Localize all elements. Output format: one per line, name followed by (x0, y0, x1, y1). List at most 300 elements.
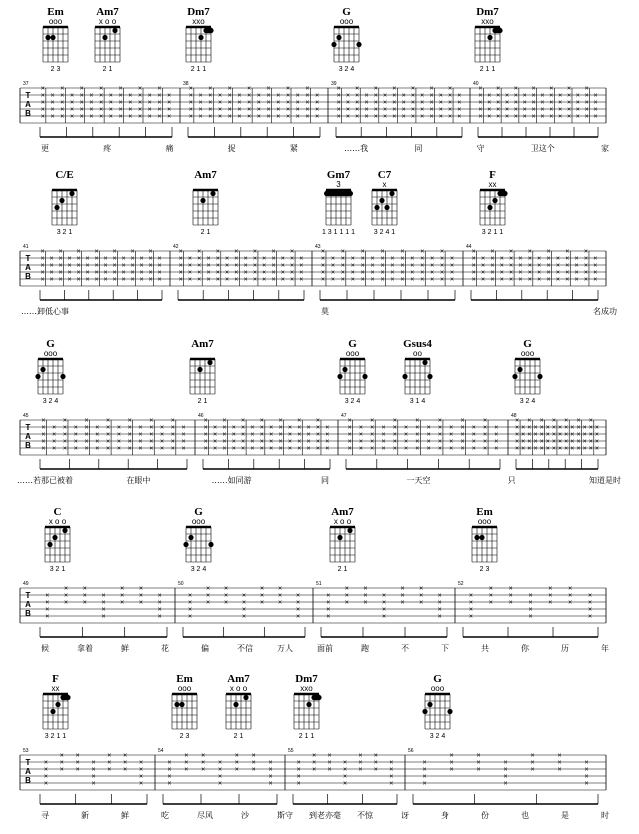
beat-column (269, 425, 273, 453)
note-mute-x: × (533, 431, 538, 439)
note-mute-x: × (358, 445, 363, 453)
fingering-numbers: 2 1 1 (298, 733, 315, 740)
note-mute-x: × (420, 248, 425, 256)
note-mute-x: × (41, 445, 46, 453)
note-mute-x: × (178, 248, 183, 256)
note-mute-x: × (89, 106, 94, 114)
note-mute-x: × (285, 92, 291, 100)
note-mute-x: × (471, 424, 476, 432)
chord-diagram-g (183, 506, 213, 573)
note-mute-x: × (584, 99, 589, 107)
beat-column (101, 593, 105, 621)
note-mute-x: × (448, 99, 453, 107)
note-mute-x: × (212, 445, 218, 453)
note-mute-x: × (49, 255, 54, 263)
note-mute-x: × (217, 766, 223, 774)
note-mute-x: × (480, 255, 486, 263)
chord-name: Am7 (227, 673, 250, 685)
note-mute-x: × (471, 445, 476, 453)
note-mute-x: × (112, 262, 117, 270)
note-mute-x: × (139, 255, 144, 263)
note-mute-x: × (320, 248, 326, 256)
beat-column (427, 425, 431, 453)
beat-column (540, 418, 545, 456)
note-mute-x: × (149, 424, 154, 432)
note-mute-x: × (358, 752, 363, 760)
beat-column (218, 760, 222, 788)
measure-number: 53 (23, 748, 29, 754)
note-mute-x: × (568, 592, 573, 600)
beat-column (568, 586, 572, 607)
note-mute-x: × (123, 766, 128, 774)
beat-column (267, 86, 272, 124)
note-mute-x: × (347, 438, 352, 446)
lyric-word: 名成功 (593, 307, 617, 316)
note-mute-x: × (566, 99, 572, 107)
note-mute-x: × (487, 106, 492, 114)
note-mute-x: × (390, 262, 395, 270)
note-mute-x: × (299, 255, 304, 263)
note-mute-x: × (108, 113, 113, 121)
beat-column (225, 256, 229, 284)
beat-column (518, 256, 522, 284)
note-mute-x: × (295, 599, 301, 607)
beat-column (128, 418, 133, 456)
note-mute-x: × (430, 276, 435, 284)
note-mute-x: × (297, 445, 302, 453)
note-mute-x: × (271, 269, 276, 277)
note-mute-x: × (558, 92, 563, 100)
note-mute-x: × (59, 759, 64, 767)
note-mute-x: × (95, 438, 100, 446)
note-mute-x: × (89, 92, 94, 100)
finger-dot (207, 360, 212, 365)
note-mute-x: × (504, 106, 510, 114)
note-mute-x: × (370, 445, 375, 453)
note-mute-x: × (420, 276, 425, 284)
note-mute-x: × (350, 269, 355, 277)
finger-dot (69, 191, 74, 196)
beat-column (521, 425, 525, 453)
lyric-word: 万人 (277, 644, 293, 653)
note-mute-x: × (225, 262, 230, 270)
open-mute-markers: ooo (43, 349, 58, 358)
note-mute-x: × (79, 92, 84, 100)
note-mute-x: × (157, 106, 162, 114)
note-mute-x: × (59, 766, 64, 774)
note-mute-x: × (522, 106, 527, 114)
beat-column (558, 93, 562, 121)
note-mute-x: × (206, 262, 211, 270)
note-mute-x: × (223, 592, 229, 600)
lyric-word: ……如同游 (211, 476, 252, 485)
note-mute-x: × (137, 92, 143, 100)
note-mute-x: × (551, 438, 556, 446)
note-mute-x: × (422, 766, 427, 774)
note-mute-x: × (157, 92, 162, 100)
note-mute-x: × (521, 431, 526, 439)
note-mute-x: × (241, 599, 247, 607)
note-mute-x: × (121, 269, 126, 277)
note-mute-x: × (121, 255, 126, 263)
note-mute-x: × (116, 431, 121, 439)
note-mute-x: × (468, 606, 473, 614)
note-mute-x: × (167, 106, 172, 114)
beat-column (182, 425, 186, 453)
beat-column (576, 93, 580, 121)
note-mute-x: × (508, 585, 513, 593)
note-mute-x: × (530, 766, 535, 774)
note-mute-x: × (170, 424, 175, 432)
note-mute-x: × (496, 85, 501, 93)
note-mute-x: × (504, 113, 510, 121)
note-mute-x: × (137, 85, 143, 93)
beat-column (472, 425, 476, 453)
note-mute-x: × (509, 255, 514, 263)
beat-column (171, 418, 176, 456)
note-mute-x: × (531, 106, 536, 114)
chord-name: Em (176, 673, 193, 685)
open-mute-markers: ooo (430, 684, 445, 693)
note-mute-x: × (410, 269, 415, 277)
fingering-numbers: 3 2 1 (56, 229, 73, 236)
note-mute-x: × (515, 424, 520, 432)
note-mute-x: × (159, 431, 165, 439)
fingering-numbers: 3 2 1 1 (44, 733, 67, 740)
note-mute-x: × (364, 92, 369, 100)
note-mute-x: × (137, 106, 143, 114)
finger-dot (62, 528, 67, 533)
note-mute-x: × (297, 438, 302, 446)
note-mute-x: × (539, 445, 544, 453)
note-mute-x: × (358, 431, 363, 439)
finger-dot (112, 28, 117, 33)
note-mute-x: × (123, 759, 128, 767)
note-mute-x: × (306, 424, 311, 432)
note-mute-x: × (476, 759, 481, 767)
note-mute-x: × (181, 438, 186, 446)
note-mute-x: × (215, 276, 220, 284)
note-mute-x: × (565, 269, 570, 277)
note-mute-x: × (460, 431, 465, 439)
note-mute-x: × (138, 431, 143, 439)
note-mute-x: × (76, 276, 81, 284)
note-mute-x: × (380, 276, 385, 284)
note-mute-x: × (290, 262, 295, 270)
note-mute-x: × (139, 780, 144, 788)
note-mute-x: × (157, 99, 162, 107)
note-mute-x: × (420, 92, 425, 100)
note-mute-x: × (503, 773, 508, 781)
beat-column (374, 86, 379, 124)
note-mute-x: × (336, 92, 341, 100)
note-mute-x: × (41, 417, 46, 425)
note-mute-x: × (157, 613, 162, 621)
open-mute-markers: ooo (191, 517, 206, 526)
note-mute-x: × (187, 592, 193, 600)
note-mute-x: × (540, 92, 545, 100)
beat-column (80, 86, 85, 124)
open-mute-markers: ooo (520, 349, 535, 358)
note-mute-x: × (401, 92, 406, 100)
beat-column (297, 760, 301, 788)
note-mute-x: × (347, 431, 352, 439)
note-mute-x: × (499, 276, 504, 284)
note-mute-x: × (148, 248, 153, 256)
note-mute-x: × (159, 438, 165, 446)
note-mute-x: × (575, 106, 580, 114)
note-mute-x: × (45, 606, 50, 614)
note-mute-x: × (67, 262, 72, 270)
chord-diagram-f (480, 169, 508, 236)
beat-column (281, 256, 285, 284)
note-mute-x: × (290, 248, 295, 256)
note-mute-x: × (67, 269, 72, 277)
beat-column (527, 418, 532, 456)
note-mute-x: × (234, 248, 239, 256)
note-mute-x: × (157, 113, 162, 121)
note-mute-x: × (106, 417, 111, 425)
note-mute-x: × (167, 99, 172, 107)
note-mute-x: × (287, 431, 292, 439)
open-mute-markers: x o o (48, 517, 67, 526)
note-mute-x: × (49, 262, 54, 270)
open-mute-markers: x (382, 180, 387, 189)
finger-dot (474, 535, 479, 540)
note-mute-x: × (79, 106, 84, 114)
beat-column (415, 418, 420, 456)
note-mute-x: × (342, 759, 348, 767)
chord-diagram-g (331, 6, 361, 73)
note-mute-x: × (268, 766, 273, 774)
chord-diagram-g (422, 673, 452, 740)
note-mute-x: × (401, 113, 406, 121)
note-mute-x: × (208, 99, 213, 107)
note-mute-x: × (198, 92, 203, 100)
note-mute-x: × (250, 424, 255, 432)
note-mute-x: × (157, 606, 162, 614)
lyric-word: 不信 (237, 644, 253, 653)
note-mute-x: × (383, 106, 388, 114)
lyric-word: 花 (161, 644, 169, 653)
note-mute-x: × (584, 773, 589, 781)
note-mute-x: × (52, 438, 57, 446)
note-mute-x: × (392, 85, 397, 93)
note-mute-x: × (243, 276, 248, 284)
note-mute-x: × (513, 99, 518, 107)
note-mute-x: × (64, 585, 69, 593)
beat-column (208, 86, 213, 124)
note-mute-x: × (355, 106, 360, 114)
measure-number: 56 (408, 748, 414, 754)
note-mute-x: × (404, 424, 409, 432)
note-mute-x: × (148, 269, 153, 277)
note-mute-x: × (373, 92, 378, 100)
note-mute-x: × (449, 269, 455, 277)
note-mute-x: × (392, 92, 397, 100)
note-mute-x: × (509, 276, 514, 284)
beat-column (242, 593, 246, 621)
note-mute-x: × (471, 431, 476, 439)
note-mute-x: × (594, 438, 599, 446)
note-mute-x: × (404, 431, 409, 439)
beat-column (509, 586, 513, 607)
lyric-word: 同 (321, 476, 329, 485)
note-mute-x: × (101, 592, 106, 600)
note-mute-x: × (184, 759, 189, 767)
note-mute-x: × (187, 276, 192, 284)
note-mute-x: × (95, 445, 100, 453)
beat-column (523, 93, 527, 121)
note-mute-x: × (69, 113, 75, 121)
note-mute-x: × (468, 592, 473, 600)
beat-column (64, 586, 68, 607)
note-mute-x: × (297, 417, 302, 425)
beat-column (583, 425, 587, 453)
beat-column (439, 93, 443, 121)
note-mute-x: × (208, 85, 213, 93)
note-mute-x: × (149, 431, 154, 439)
note-mute-x: × (276, 113, 281, 121)
note-mute-x: × (108, 99, 113, 107)
chord-name: G (342, 6, 351, 18)
chord-diagram-am7 (330, 506, 355, 573)
note-mute-x: × (422, 759, 427, 767)
note-mute-x: × (521, 445, 526, 453)
note-mute-x: × (574, 276, 579, 284)
note-mute-x: × (266, 92, 271, 100)
note-mute-x: × (490, 269, 495, 277)
finger-dot (208, 542, 213, 547)
note-mute-x: × (208, 92, 213, 100)
note-mute-x: × (584, 92, 589, 100)
note-mute-x: × (518, 276, 523, 284)
beat-column (260, 418, 265, 456)
beat-column (278, 586, 282, 607)
note-mute-x: × (566, 106, 572, 114)
note-mute-x: × (40, 248, 45, 256)
chord-diagram-am7 (190, 338, 215, 405)
note-mute-x: × (43, 766, 48, 774)
note-mute-x: × (40, 255, 45, 263)
note-mute-x: × (285, 85, 291, 93)
note-mute-x: × (69, 106, 75, 114)
beat-column (567, 86, 572, 124)
beat-column (438, 418, 443, 456)
note-mute-x: × (227, 113, 232, 121)
note-mute-x: × (460, 445, 465, 453)
chord-name: Em (47, 6, 64, 18)
lyric-word: 到老亦毫 (309, 811, 341, 820)
note-mute-x: × (95, 424, 100, 432)
beat-column (206, 586, 210, 607)
fingering-numbers: 2 3 (50, 66, 61, 73)
finger-dot (60, 374, 65, 379)
note-mute-x: × (130, 262, 135, 270)
chord-name: Gm7 (326, 169, 351, 181)
beat-column (509, 249, 514, 287)
note-mute-x: × (181, 431, 186, 439)
finger-dot (35, 374, 40, 379)
beat-column (575, 256, 579, 284)
finger-dot (487, 35, 492, 40)
note-mute-x: × (188, 106, 193, 114)
tab-label-letter: T (25, 423, 31, 432)
note-mute-x: × (269, 438, 274, 446)
beat-column (383, 93, 387, 121)
note-mute-x: × (437, 606, 442, 614)
note-mute-x: × (565, 262, 570, 270)
note-mute-x: × (222, 417, 227, 425)
chord-name: Am7 (191, 338, 214, 350)
note-mute-x: × (50, 113, 55, 121)
note-mute-x: × (64, 592, 69, 600)
tab-label-letter: A (25, 100, 31, 109)
note-mute-x: × (373, 113, 378, 121)
note-mute-x: × (568, 599, 573, 607)
note-mute-x: × (437, 613, 442, 621)
note-mute-x: × (527, 248, 532, 256)
note-mute-x: × (247, 113, 252, 121)
note-mute-x: × (460, 438, 465, 446)
note-mute-x: × (471, 248, 476, 256)
note-mute-x: × (315, 113, 320, 121)
note-mute-x: × (139, 262, 144, 270)
note-mute-x: × (75, 766, 80, 774)
open-mute-markers: xxo (481, 17, 494, 26)
chord-name: G (194, 506, 203, 518)
note-mute-x: × (370, 424, 375, 432)
beat-column (420, 249, 425, 287)
open-mute-markers: ooo (48, 17, 63, 26)
note-mute-x: × (60, 92, 65, 100)
note-mute-x: × (120, 585, 125, 593)
note-mute-x: × (360, 276, 365, 284)
note-mute-x: × (188, 99, 193, 107)
note-mute-x: × (419, 592, 424, 600)
beat-column (449, 753, 453, 774)
note-mute-x: × (99, 92, 104, 100)
note-mute-x: × (139, 766, 144, 774)
note-mute-x: × (575, 92, 580, 100)
note-mute-x: × (410, 99, 415, 107)
note-mute-x: × (426, 445, 431, 453)
note-mute-x: × (522, 113, 527, 121)
chord-name: Dm7 (187, 6, 210, 18)
note-mute-x: × (415, 417, 420, 425)
chord-name: Dm7 (476, 6, 499, 18)
note-mute-x: × (340, 255, 345, 263)
note-mute-x: × (410, 113, 415, 121)
tab-label-letter: T (25, 591, 31, 600)
note-mute-x: × (287, 438, 292, 446)
beat-column (45, 593, 49, 621)
note-mute-x: × (130, 276, 135, 284)
tab-label-letter: A (25, 767, 31, 776)
note-mute-x: × (287, 424, 292, 432)
note-mute-x: × (112, 255, 117, 263)
note-mute-x: × (118, 106, 123, 114)
beat-column (438, 593, 442, 621)
note-mute-x: × (342, 773, 348, 781)
note-mute-x: × (326, 613, 331, 621)
note-mute-x: × (437, 445, 442, 453)
note-mute-x: × (373, 85, 378, 93)
note-mute-x: × (527, 424, 532, 432)
finger-dot (183, 542, 188, 547)
note-mute-x: × (147, 113, 152, 121)
beat-column (199, 93, 203, 121)
